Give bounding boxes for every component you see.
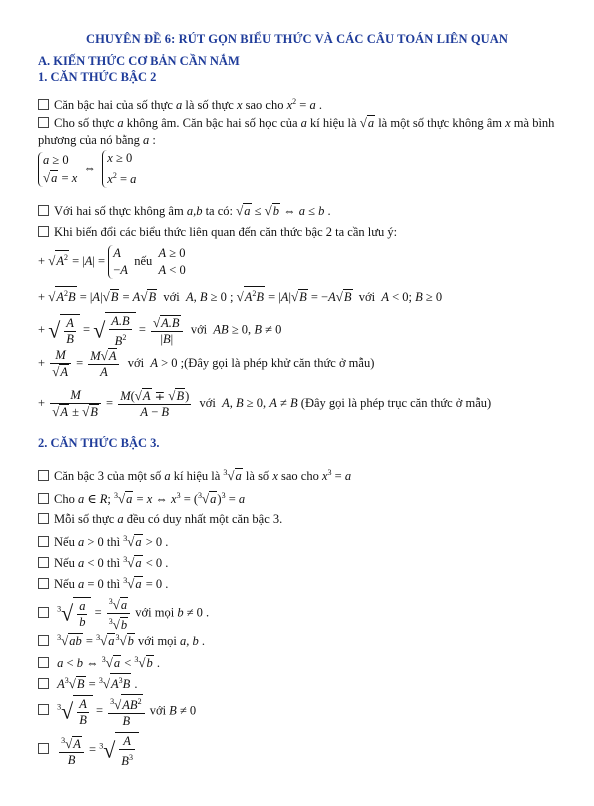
section-a-heading: A. KIẾN THỨC CƠ BẢN CẦN NẮM	[38, 54, 240, 68]
bullet-box-icon	[38, 117, 49, 128]
bullet-box-icon	[38, 226, 49, 237]
para-compare-sqrt: Với hai số thực không âm a,b ta có: √a ≤ √b ⇔ a ≤ b .	[38, 203, 331, 219]
document-title: CHUYÊN ĐỀ 6: RÚT GỌN BIỂU THỨC VÀ CÁC CÂU TOÁN LIÊN QUAN	[85, 32, 509, 46]
bullet-box-icon	[38, 743, 49, 754]
rule-cube-quotient-rationalize: $^3$√ $\frac{A}{B}$ = $\frac{^3√AB^2}{B}$ với B ≠ 0	[38, 694, 196, 729]
para-arithmetic-sqrt: Cho số thực a không âm. Căn bậc hai số học của a kí hiệu là √a là một số thực không âm x mà bình	[38, 115, 554, 131]
rule-positive: Nếu a > 0 thì $^3$√a > 0 .	[38, 531, 168, 550]
rule-cube-product: $^3√ab = ^3√a^3√b$ với mọi a, b .	[38, 630, 205, 649]
subsection-2-heading: 2. CĂN THỨC BẬC 3.	[38, 436, 160, 450]
rule-cube-order: a < b ⇔ $^3$√a < $^3$√b .	[38, 652, 160, 671]
para-cube-root-identity: Cho a ∈ R; $^3$√a = x ⇔ $x^3 = (^3√a)^3 = a$	[38, 488, 245, 507]
rule-cube-quotient: $^3$√ $\frac{a}{b}$ = $\frac{^3√a}{^3√b}$ với mọi b ≠ 0 .	[38, 594, 209, 633]
para-sqrt-definition: Căn bậc hai của số thực a là số thực x sao cho $x^2 = a$ .	[38, 94, 322, 113]
rule-cube-bring-in: $A^3√B = ^3√A^3B$ .	[38, 673, 138, 692]
rule-negative: Nếu a < 0 thì $^3$√a < 0 .	[38, 552, 168, 571]
para-arithmetic-sqrt-cont: phương của nó bằng a :	[38, 133, 156, 147]
para-unique-cube-root: Mỗi số thực a đều có duy nhất một căn bậc 3.	[38, 511, 282, 527]
bullet-box-icon	[38, 678, 49, 689]
para-cube-root-definition: Căn bậc 3 của một số a kí hiệu là $^3$√a là số x sao cho $x^3 = a$	[38, 465, 351, 484]
bullet-box-icon	[38, 578, 49, 589]
formula-conjugate: + $\frac{M}{√A \pm √B}$ = $\frac{M(√A \mp √B)}{A - B}$ với A, B ≥ 0, A ≠ B (Đây gọi là phép trục căn thức ở mẫu)	[38, 388, 492, 419]
formula-rationalize-denominator: + $\frac{M}{√A}$ = $\frac{M√A}{A}$ với A > 0 ;(Đây gọi là phép khử căn thức ở mẫu)	[38, 348, 375, 379]
bullet-box-icon	[38, 99, 49, 110]
sqrt-equivalence-system: a ≥ 0 √a = x ⇔ x ≥ 0 $x^2 = a$	[38, 150, 136, 188]
formula-product-sqrt: + $√A^2B = |A|√B = A√B$ với A, B ≥ 0 ; $√A^2B = |A|√B = -A√B$ với A < 0; B ≥ 0	[38, 286, 442, 305]
bullet-box-icon	[38, 205, 49, 216]
rule-zero: Nếu a = 0 thì $^3$√a = 0 .	[38, 573, 168, 592]
bullet-box-icon	[38, 513, 49, 524]
bullet-box-icon	[38, 704, 49, 715]
bullet-box-icon	[38, 607, 49, 618]
para-transform-note: Khi biến đổi các biểu thức liên quan đến căn thức bậc 2 ta cần lưu ý:	[38, 224, 397, 240]
formula-abs-value: + $√A^2 = |A| = A$ −A nếu A ≥ 0 A < 0	[38, 246, 186, 277]
rule-cube-fraction-inside: $\frac{^3√A}{B}$ = $^3$√ $\frac{A}{B^3}$	[38, 732, 139, 769]
bullet-box-icon	[38, 635, 49, 646]
bullet-box-icon	[38, 536, 49, 547]
bullet-box-icon	[38, 557, 49, 568]
bullet-box-icon	[38, 493, 49, 504]
formula-quotient-sqrt: + √ $\frac{A}{B}$ = √ $\frac{A.B}{B^2}$ = $\frac{√A.B}{|B|}$ với AB ≥ 0, B ≠ 0	[38, 314, 282, 349]
bullet-box-icon	[38, 470, 49, 481]
subsection-1-heading: 1. CĂN THỨC BẬC 2	[38, 70, 157, 84]
bullet-box-icon	[38, 657, 49, 668]
